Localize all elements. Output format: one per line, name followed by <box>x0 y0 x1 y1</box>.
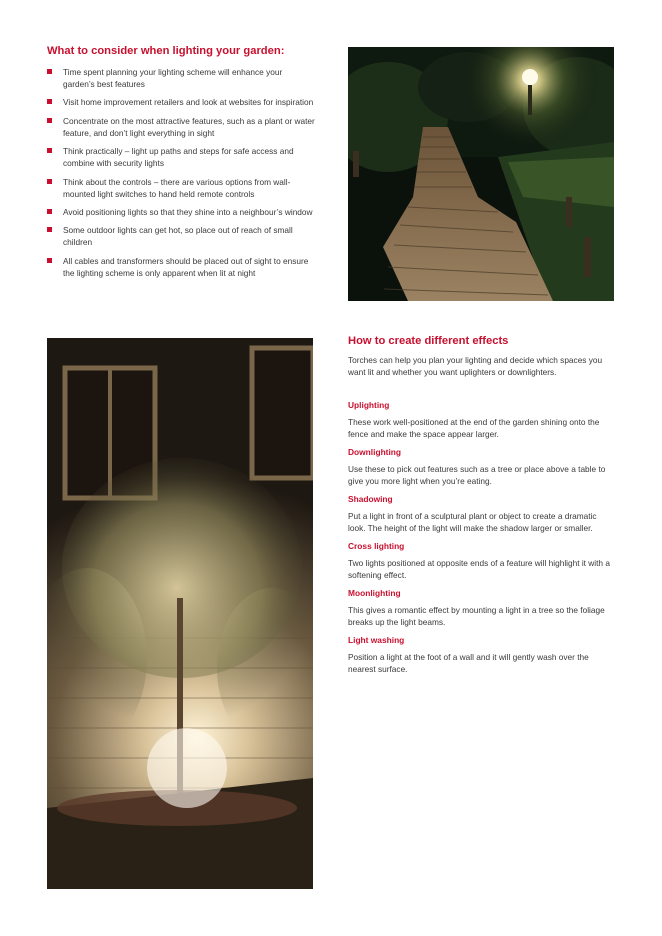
considerations-heading: What to consider when lighting your garden: <box>47 45 285 57</box>
list-item <box>348 634 614 675</box>
list-item <box>47 115 315 139</box>
bullet-square-icon <box>47 227 52 232</box>
list-item <box>348 587 614 628</box>
considerations-list <box>47 66 315 285</box>
effect-description: Put a light in front of a sculptural plant or object to create a dramatic look. The height of the light will make the shadow larger or smaller. <box>348 511 597 533</box>
list-item-text: Think practically – light up paths and steps for safe access and combine with security lights <box>63 146 294 169</box>
bullet-square-icon <box>47 148 52 153</box>
effect-title: Cross lighting <box>348 541 405 551</box>
list-item-text: Some outdoor lights can get hot, so place out of reach of small children <box>63 225 293 248</box>
bullet-square-icon <box>47 209 52 214</box>
effect-title: Moonlighting <box>348 588 401 598</box>
effects-list <box>348 399 614 681</box>
effect-description: These work well-positioned at the end of the garden shining onto the fence and make the space appear larger. <box>348 417 600 439</box>
bullet-square-icon <box>47 99 52 104</box>
list-item-text: Time spent planning your lighting scheme will enhance your garden’s best features <box>63 67 283 89</box>
list-item-text: Concentrate on the most attractive features, such as a plant or water feature, and don’t light everything in sight <box>63 115 315 138</box>
bullet-square-icon <box>47 118 52 123</box>
boardwalk-night-photo <box>348 47 614 301</box>
list-item <box>348 493 614 534</box>
list-item <box>47 96 315 108</box>
list-item <box>47 255 315 279</box>
list-item <box>47 224 315 248</box>
list-item-text: Visit home improvement retailers and look at websites for inspiration <box>63 97 314 108</box>
list-item <box>47 206 315 218</box>
effect-title: Shadowing <box>348 494 393 504</box>
effect-title: Light washing <box>348 635 405 645</box>
list-item <box>348 540 614 581</box>
effect-title: Uplighting <box>348 400 390 410</box>
list-item-text: All cables and transformers should be placed out of sight to ensure the lighting scheme is only apparent when lit at night <box>63 255 309 278</box>
list-item <box>348 399 614 440</box>
effect-title: Downlighting <box>348 447 402 457</box>
list-item-text: Avoid positioning lights so that they shine into a neighbour’s window <box>63 206 313 217</box>
bullet-square-icon <box>47 258 52 263</box>
uplit-trees-photo <box>47 338 313 889</box>
list-item <box>47 176 315 200</box>
list-item <box>348 446 614 487</box>
list-item <box>47 145 315 169</box>
effects-intro: Torches can help you plan your lighting and decide which spaces you want lit and whether you want uplighters or downlighters. <box>348 355 603 377</box>
effect-description: Position a light at the foot of a wall and it will gently wash over the nearest surface. <box>348 652 589 674</box>
effect-description: This gives a romantic effect by mounting a light in a tree so the foliage breaks up the light beams. <box>348 605 605 627</box>
bullet-square-icon <box>47 69 52 74</box>
effects-heading: How to create different effects <box>348 335 509 347</box>
list-item-text: Think about the controls – there are various options from wall-mounted light switches to hand held remote controls <box>63 176 291 199</box>
effect-description: Use these to pick out features such as a tree or place above a table to give you more light when you’re eating. <box>348 464 606 486</box>
effect-description: Two lights positioned at opposite ends of a feature will highlight it with a softening effect. <box>348 558 610 580</box>
list-item <box>47 66 315 90</box>
bullet-square-icon <box>47 179 52 184</box>
